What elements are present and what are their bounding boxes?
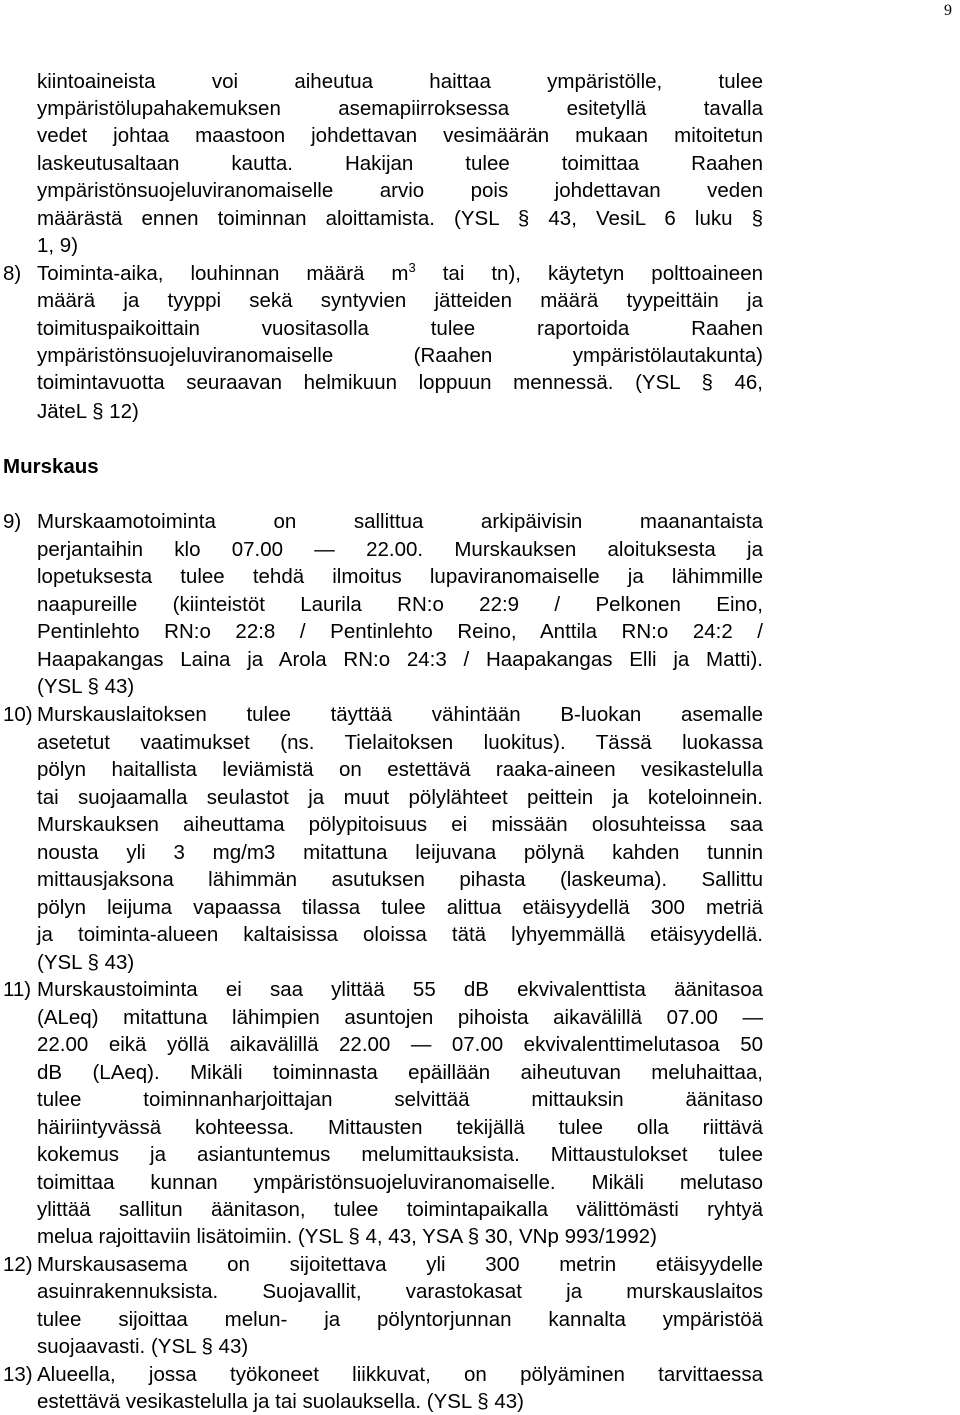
- text-line: melua rajoittaviin lisätoimiin. (YSL § 4, 43, YSA § 30, VNp 993/1992): [37, 1225, 657, 1248]
- item-number: 12): [3, 1253, 33, 1276]
- item-number: 8): [3, 262, 22, 285]
- text-line: dB (LAeq). Mikäli toiminnasta epäillään aiheutuvan meluhaittaa,: [37, 1061, 763, 1084]
- item-number: 13): [3, 1363, 33, 1386]
- text-line: ympäristönsuojeluviranomaiselle arvio pois johdettavan veden: [37, 179, 763, 202]
- text-line: kiintoaineista voi aiheutua haittaa ympäristölle, tulee: [37, 70, 763, 93]
- text-line: 22.00 eikä yöllä aikavälillä 22.00 — 07.00 ekvivalenttimelutasoa 50: [37, 1033, 763, 1056]
- item-number: 10): [3, 703, 33, 726]
- text-line: Alueella, jossa työkoneet liikkuvat, on pölyäminen tarvittaessa: [37, 1363, 763, 1386]
- text-line: (ALeq) mitattuna lähimpien asuntojen pihoista aikavälillä 07.00 —: [37, 1006, 763, 1029]
- text-line: Pentinlehto RN:o 22:8 / Pentinlehto Reino, Anttila RN:o 24:2 /: [37, 620, 763, 643]
- section-heading: Murskaus: [3, 455, 99, 478]
- text-line: Murskaustoiminta ei saa ylittää 55 dB ekvivalenttista äänitasoa: [37, 978, 763, 1001]
- text-line: laskeutusaltaan kautta. Hakijan tulee toimittaa Raahen: [37, 152, 763, 175]
- text-line: Haapakangas Laina ja Arola RN:o 24:3 / Haapakangas Elli ja Matti).: [37, 648, 763, 671]
- text-line: kokemus ja asiantuntemus melumittauksista. Mittaustulokset tulee: [37, 1143, 763, 1166]
- text-line: toimituspaikoittain vuositasolla tulee raportoida Raahen: [37, 317, 763, 340]
- text-line: määrä ja tyyppi sekä syntyvien jätteiden määrä tyypeittäin ja: [37, 289, 763, 312]
- text-line: suojaavasti. (YSL § 43): [37, 1335, 249, 1358]
- text-line: Murskauslaitoksen tulee täyttää vähintään B-luokan asemalle: [37, 703, 763, 726]
- text-line: Murskausasema on sijoitettava yli 300 metrin etäisyydelle: [37, 1253, 763, 1276]
- text-line: perjantaihin klo 07.00 — 22.00. Murskauksen aloituksesta ja: [37, 538, 763, 561]
- text-line: pölyn haitallista leviämistä on estettävä raaka-aineen vesikastelulla: [37, 758, 763, 781]
- text-line: tulee toiminnanharjoittajan selvittää mittauksin äänitaso: [37, 1088, 763, 1111]
- text-line: 1, 9): [37, 234, 79, 257]
- text-line: ympäristönsuojeluviranomaiselle (Raahen ympäristölautakunta): [37, 344, 763, 367]
- text-segment: tai tn), käytetyn polttoaineen: [415, 262, 763, 285]
- text-line: pölyn leijuma vapaassa tilassa tulee alittua etäisyydellä 300 metriä: [37, 896, 763, 919]
- text-line: Murskauksen aiheuttama pölypitoisuus ei missään olosuhteissa saa: [37, 813, 763, 836]
- text-line: tulee sijoittaa melun- ja pölyntorjunnan kannalta ympäristöä: [37, 1308, 763, 1331]
- text-line: toimintavuotta seuraavan helmikuun loppuun mennessä. (YSL § 46,: [37, 371, 763, 394]
- page-number: 9: [944, 2, 952, 19]
- text-line: ja toiminta-alueen kaltaisissa oloissa tätä lyhyemmällä etäisyydellä.: [37, 923, 763, 946]
- text-line: ympäristölupahakemuksen asemapiirroksessa esitetyllä tavalla: [37, 97, 763, 120]
- text-line: määrästä ennen toiminnan aloittamista. (YSL § 43, VesiL 6 luku §: [37, 207, 763, 230]
- item-number: 11): [3, 978, 32, 1001]
- text-line: mittausjaksona lähimmän asutuksen pihasta (laskeuma). Sallittu: [37, 868, 763, 891]
- text-line: asetetut vaatimukset (ns. Tielaitoksen luokitus). Tässä luokassa: [37, 731, 763, 754]
- text-line: vedet johtaa maastoon johdettavan vesimäärän mukaan mitoitetun: [37, 124, 763, 147]
- superscript: 3: [408, 260, 416, 276]
- text-segment: Toiminta-aika, louhinnan määrä m: [37, 262, 409, 285]
- text-line: asuinrakennuksista. Suojavallit, varastokasat ja murskauslaitos: [37, 1280, 763, 1303]
- text-line: naapureille (kiinteistöt Laurila RN:o 22:9 / Pelkonen Eino,: [37, 593, 763, 616]
- text-line: nousta yli 3 mg/m3 mitattuna leijuvana pölynä kahden tunnin: [37, 841, 763, 864]
- item-number: 9): [3, 510, 22, 533]
- text-line: häiriintyvässä kohteessa. Mittausten tekijällä tulee olla riittävä: [37, 1116, 763, 1139]
- text-line: toimittaa kunnan ympäristönsuojeluviranomaiselle. Mikäli melutaso: [37, 1171, 763, 1194]
- text-line: (YSL § 43): [37, 675, 135, 698]
- text-line: [37, 260, 763, 287]
- text-line: lopetuksesta tulee tehdä ilmoitus lupaviranomaiselle ja lähimmille: [37, 565, 763, 588]
- text-line: ylittää sallitun äänitason, tulee toimintapaikalla välittömästi ryhtyä: [37, 1198, 763, 1221]
- text-line: Murskaamotoiminta on sallittua arkipäivisin maanantaista: [37, 510, 763, 533]
- text-line: tai suojaamalla seulastot ja muut pölylähteet peittein ja koteloinnein.: [37, 786, 763, 809]
- text-line: JäteL § 12): [37, 400, 139, 423]
- text-line: estettävä vesikastelulla ja tai suolauksella. (YSL § 43): [37, 1390, 524, 1413]
- text-line: (YSL § 43): [37, 951, 135, 974]
